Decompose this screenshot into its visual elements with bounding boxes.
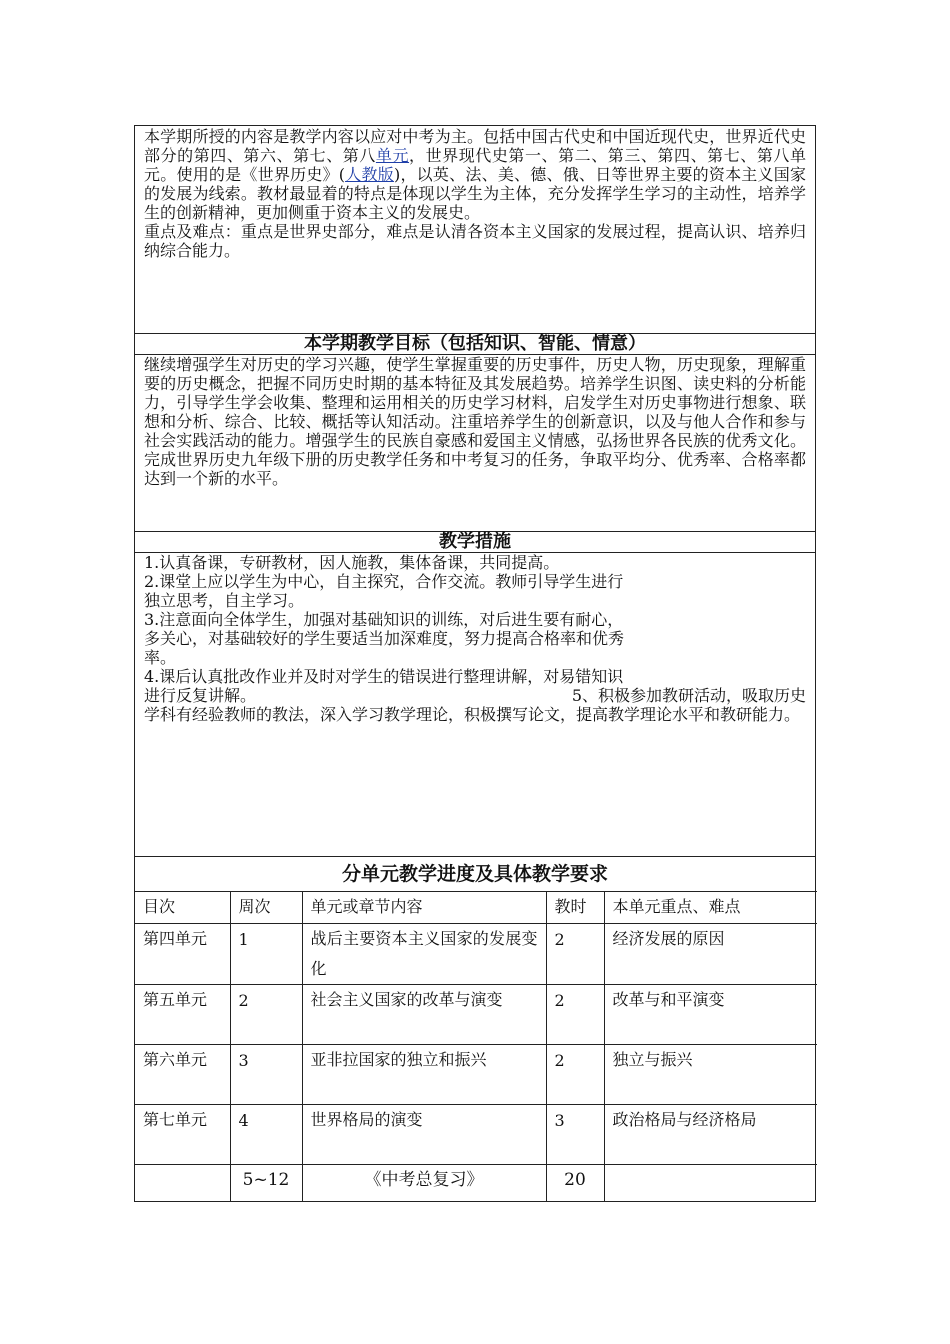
table-row: [135, 924, 817, 985]
edition-link[interactable]: 人教版: [345, 165, 394, 184]
column-header: 单元或章节内容: [302, 892, 546, 924]
measure-line: 率。: [144, 648, 177, 667]
hours-cell: 2: [546, 985, 604, 1045]
unit-cell: [135, 1165, 230, 1201]
content-cell: 《中考总复习》: [302, 1165, 546, 1201]
measure-line-right: 5、积极参加教研活动，吸取历史: [571, 686, 806, 705]
unit-cell: 第六单元: [135, 1045, 230, 1105]
column-header: 教时: [546, 892, 604, 924]
column-header: 本单元重点、难点: [604, 892, 817, 924]
unit-cell: 第七单元: [135, 1105, 230, 1165]
hours-cell: 2: [546, 1045, 604, 1105]
measure-line: 独立思考，自主学习。: [144, 591, 305, 610]
week-cell: 1: [230, 924, 302, 985]
focus-cell: 经济发展的原因: [604, 924, 817, 985]
intro-section: [135, 126, 815, 333]
hours-cell: 3: [546, 1105, 604, 1165]
unit-link[interactable]: 单元: [375, 146, 410, 165]
column-header: 周次: [230, 892, 302, 924]
intro-text-c: )，以英、法、美、德、俄、日等世界主要的资本主义国家的发展为线索。教材最显着的特点是体现以学生为主体，充分发挥学生学习的主动性，培养学生的创新精神，更加侧重于资本主义的发展史。: [144, 165, 806, 222]
schedule-table: [135, 891, 817, 1201]
content-cell: 社会主义国家的改革与演变: [302, 985, 546, 1045]
intro-paragraph: [144, 127, 806, 222]
measure-line-split: [144, 686, 806, 705]
measure-line-left: 进行反复讲解。: [144, 686, 257, 705]
measures-section: [135, 553, 815, 856]
plan-document: [134, 125, 816, 1202]
hours-cell: 20: [546, 1165, 604, 1201]
focus-cell: 改革与和平演变: [604, 985, 817, 1045]
unit-cell: 第五单元: [135, 985, 230, 1045]
measure-line: 2.课堂上应以学生为中心，自主探究，合作交流。教师引导学生进行: [144, 572, 624, 591]
table-row: [135, 1045, 817, 1105]
unit-cell: 第四单元: [135, 924, 230, 985]
measure-line: 3.注意面向全体学生，加强对基础知识的训练，对后进生要有耐心，: [144, 610, 624, 629]
key-points-paragraph: 重点及难点：重点是世界史部分，难点是认清各资本主义国家的发展过程，提高认识、培养归纳综合能力。: [144, 222, 806, 260]
goals-heading: 本学期教学目标（包括知识、智能、情意）: [135, 333, 815, 355]
measure-line: 1.认真备课，专研教材，因人施教，集体备课，共同提高。: [144, 553, 560, 572]
week-cell: 4: [230, 1105, 302, 1165]
table-row: [135, 1105, 817, 1165]
table-row: [135, 985, 817, 1045]
measures-heading: 教学措施: [135, 531, 815, 553]
column-header: 目次: [135, 892, 230, 924]
focus-cell: [604, 1165, 817, 1201]
hours-cell: 2: [546, 924, 604, 985]
focus-cell: 政治格局与经济格局: [604, 1105, 817, 1165]
intro-text-b: ，世界现代史第一、第二、第三、第四、第七、第八单元。使用的是《世界历史》(: [144, 146, 806, 184]
table-header-row: [135, 892, 817, 924]
measure-line: 多关心，对基础较好的学生要适当加深难度，努力提高合格率和优秀: [144, 629, 625, 648]
measure-line: 4.课后认真批改作业并及时对学生的错误进行整理讲解，对易错知识: [144, 667, 624, 686]
focus-cell: 独立与振兴: [604, 1045, 817, 1105]
week-cell: 2: [230, 985, 302, 1045]
goals-text: 继续增强学生对历史的学习兴趣，使学生掌握重要的历史事件，历史人物，历史现象，理解重要的历史概念，把握不同历史时期的基本特征及其发展趋势。培养学生识图、读史料的分析能力，引导学生学会收集、整理和运用相关的历史学习材料，启发学生对历史事物进行想象、联想和分析、综合、比较、概括等认知活动。注重培养学生的创新意识，以及与他人合作和参与社会实践活动的能力。增强学生的民族自豪感和爱国主义情感，弘扬世界各民族的优秀文化。完成世界历史九年级下册的历史教学任务和中考复习的任务，争取平均分、优秀率、合格率都达到一个新的水平。: [144, 355, 806, 488]
week-cell: 3: [230, 1045, 302, 1105]
schedule-heading: 分单元教学进度及具体教学要求: [135, 856, 815, 891]
content-cell: 战后主要资本主义国家的发展变化: [302, 924, 546, 985]
content-cell: 亚非拉国家的独立和振兴: [302, 1045, 546, 1105]
table-row-review: [135, 1165, 817, 1201]
measure-tail: 学科有经验教师的教法，深入学习教学理论，积极撰写论文，提高教学理论水平和教研能力。: [144, 705, 801, 724]
week-cell: 5~12: [230, 1165, 302, 1201]
intro-text-a: 本学期所授的内容是教学内容以应对中考为主。包括中国古代史和中国近现代史，世界近代史部分的第四、第六、第七、第八: [144, 127, 806, 165]
content-cell: 世界格局的演变: [302, 1105, 546, 1165]
